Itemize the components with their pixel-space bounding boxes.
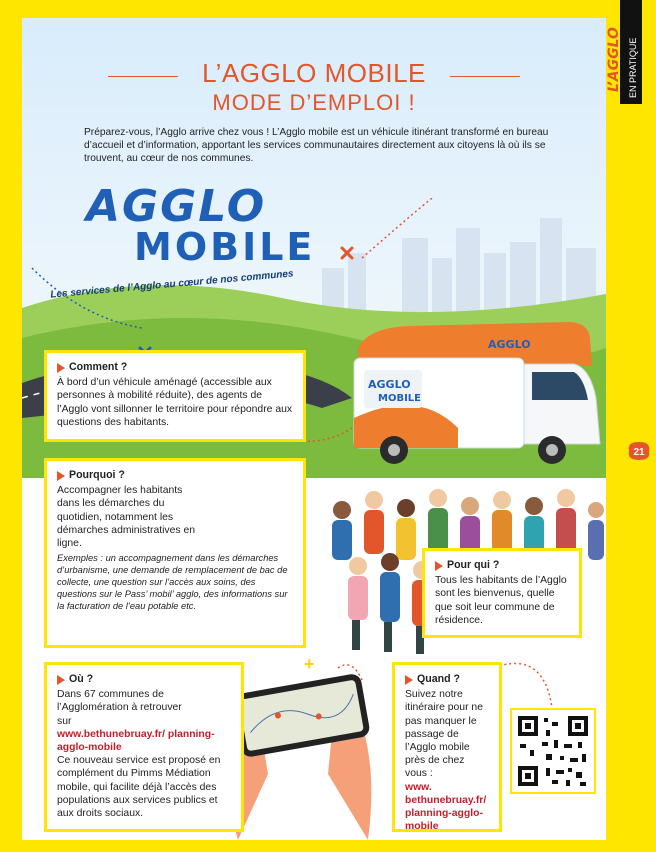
svg-text:AGGLO: AGGLO [368,378,411,391]
sidebar-section: EN PRATIQUE [628,37,638,98]
arrow-marker-icon [435,561,443,571]
section-pourqui [422,548,582,638]
heading-text: Pour qui ? [447,559,500,571]
section-ou [44,662,244,832]
page [22,18,606,840]
sidebar-brand: L’AGGLO [606,27,622,92]
page-title: L’AGGLO MOBILE [202,58,426,88]
section-pourquoi [44,458,306,648]
logo-line-mobile: MOBILE [134,225,316,269]
heading-text: Pourquoi ? [69,469,125,481]
arrow-marker-icon [57,363,65,373]
section-comment-body: À bord d’un véhicule aménagé (accessible aux personnes à mobilité réduite), des agents de l’Agglo vont sillonner le territoire pour répondre aux questions des habitants. [57,377,293,428]
section-comment [44,350,306,442]
itinerary-link[interactable]: www. bethunebruay.fr/ planning-agglo- mobile [405,781,487,833]
section-pourquoi-examples: Exemples : un accompagnement dans les démarches d’urbanisme, une demande de remplacement de bac de collecte, une question sur l’accès aux soins, des questions sur le Pass’ mobil’ agglo, des informations sur la facturation de l’eau potable etc. [57,553,288,612]
section-pourquoi-heading [57,469,293,482]
svg-text:MOBILE: MOBILE [378,393,421,404]
section-quand [392,662,502,832]
intro-paragraph: Préparez-vous, l’Agglo arrive chez vous ! L’Agglo mobile est un véhicule itinérant transformé en bureau d’accueil et d’information, apportant les services communautaires directement aux citoyens là où ils se trouvent, au cœur de nos communes. [84,127,549,164]
section-quand-body: Suivez notre itinéraire pour ne pas manquer le passage de l’Agglo mobile près de chez vous : [405,689,483,780]
heading-text: Quand ? [417,673,460,685]
section-ou-body-1: Dans 67 communes de l’Agglomération à retrouver sur [57,689,182,727]
arrow-marker-icon [57,471,65,481]
arrow-marker-icon [405,675,413,685]
section-pourqui-body: Tous les habitants de l’Agglo sont les bienvenus, quelle que soit leur commune de résidence. [435,575,567,626]
planning-link[interactable]: www.bethunebruay.fr/ planning-agglo-mobile [57,728,215,754]
svg-text:AGGLO: AGGLO [488,338,531,351]
logo-line-agglo: AGGLO [86,181,267,232]
page-number: 21 [633,447,645,458]
section-comment-heading [57,361,293,374]
section-ou-body-2: Ce nouveau service est proposé en complément du Pimms Médiation mobile, qui facilite déjà l’accès des populations aux services publics et aux droits sociaux. [57,755,221,820]
section-quand-heading [405,673,489,686]
logo-tagline: Les services de l’Agglo au cœur de nos communes [49,268,294,301]
section-pourqui-heading [435,559,569,572]
section-pourquoi-body: Accompagner les habitants dans les démarches du quotidien, notamment les démarches administratives en ligne. [57,485,196,550]
heading-text: Où ? [69,673,94,685]
sidebar-tab [606,0,656,110]
heading-text: Comment ? [69,361,128,373]
page-number-badge [625,440,653,462]
page-subtitle: MODE D’EMPLOI ! [212,90,416,115]
svg-text:+: + [304,654,315,674]
arrow-marker-icon [57,675,65,685]
section-ou-heading [57,673,231,686]
